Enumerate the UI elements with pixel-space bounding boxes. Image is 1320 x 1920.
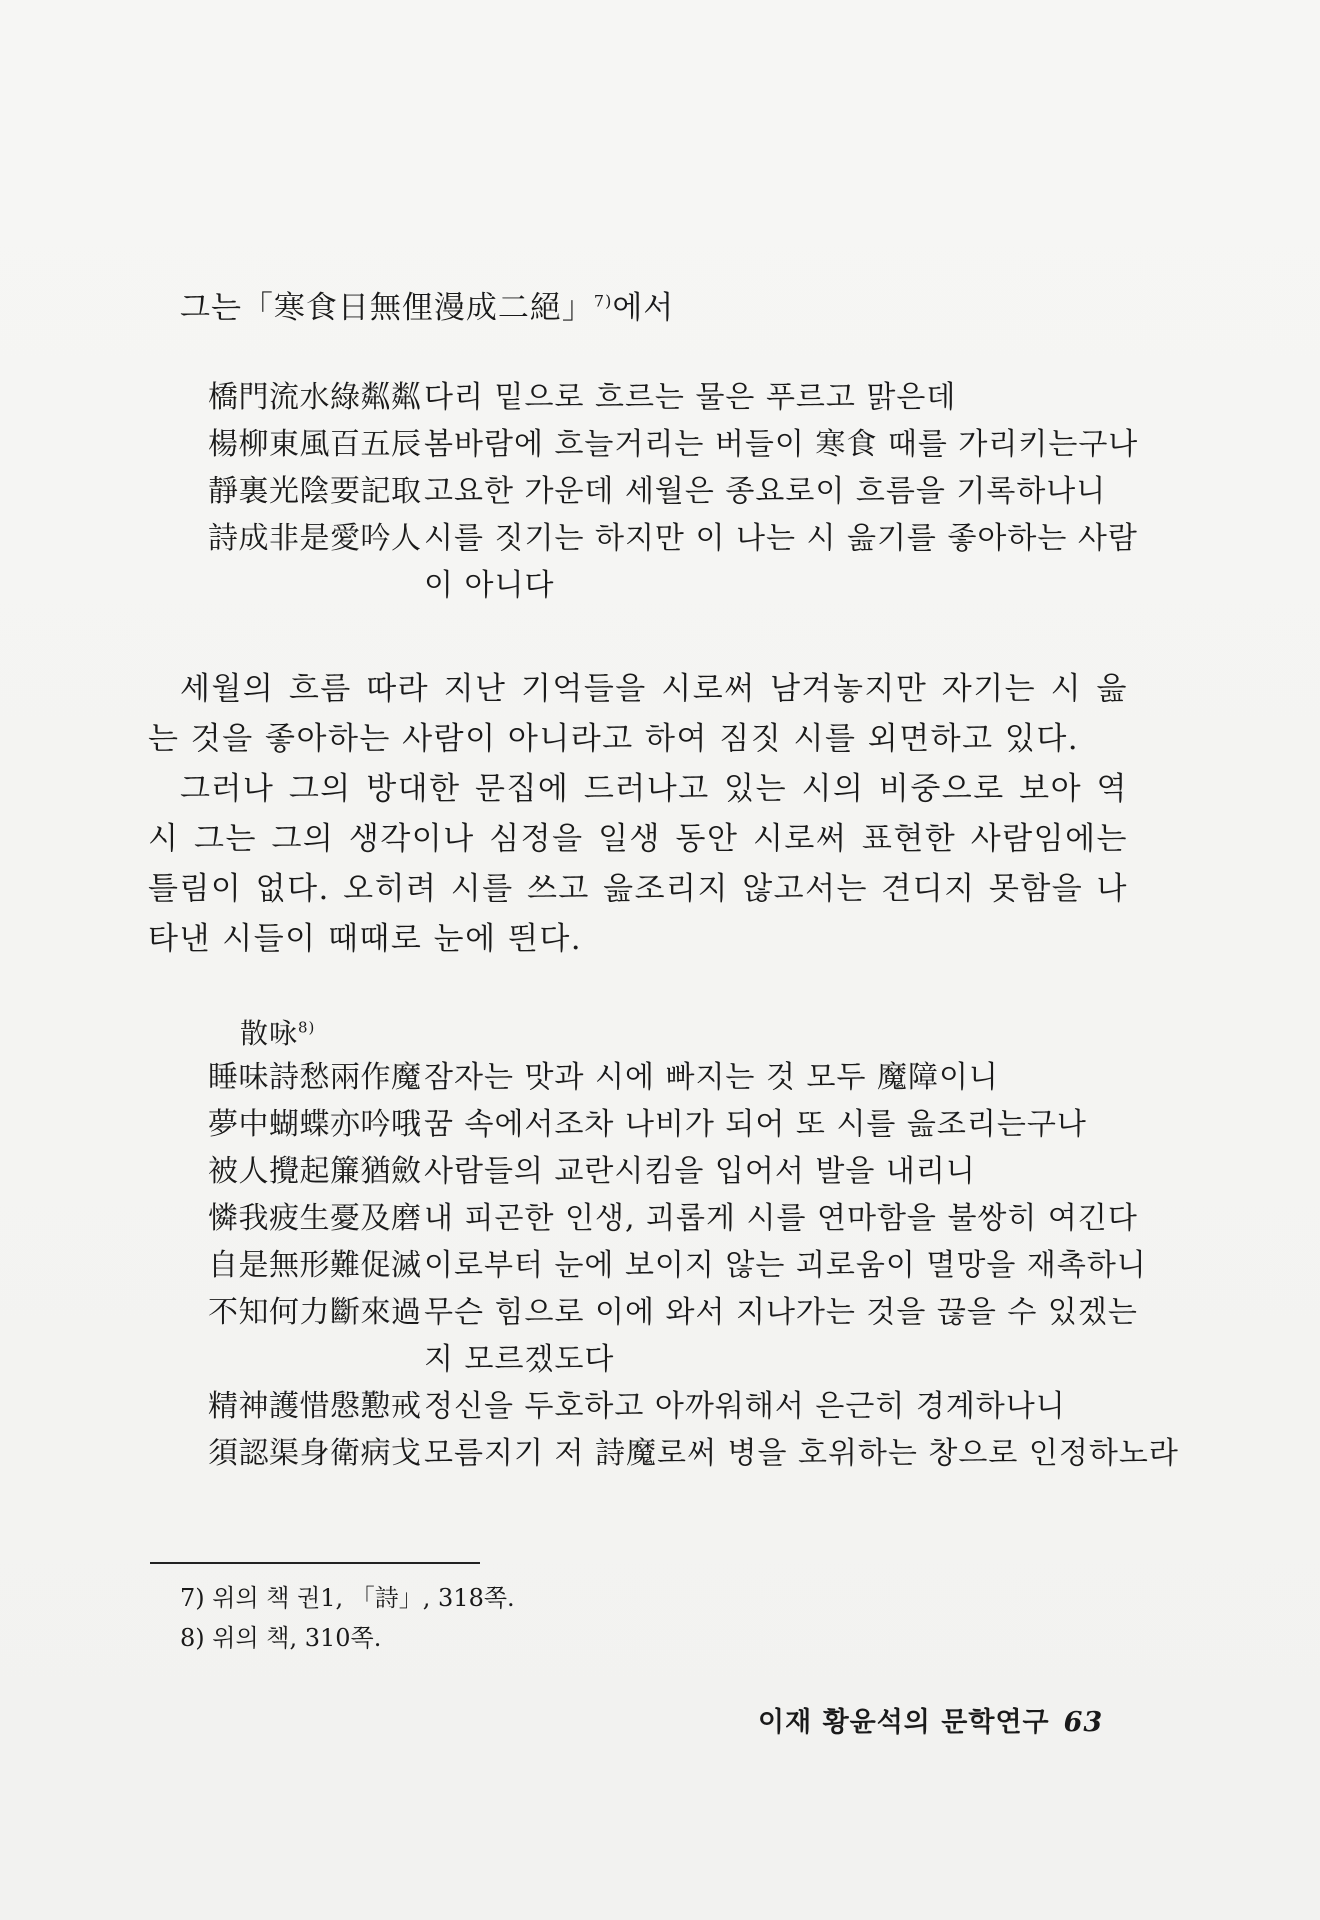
poem-line [208,374,1320,421]
hanja-verse: 睡味詩愁兩作魔 [208,1060,422,1095]
korean-translation: 고요한 가운데 세월은 종요로이 흐름을 기록하나니 [424,474,1107,509]
book-title: 이재 황윤석의 문학연구 [758,1707,1050,1738]
korean-translation: 내 피곤한 인생, 괴롭게 시를 연마함을 불쌍히 여긴다 [424,1201,1138,1236]
hanja-verse: 須認渠身衛病戈 [208,1436,422,1471]
intro-suffix: 에서 [612,290,675,326]
hanja-verse: 精神護惜慇懃戒 [208,1389,422,1424]
poem-line [208,1242,1320,1289]
hanja-verse: 夢中蝴蝶亦吟哦 [208,1107,422,1142]
korean-translation: 무슨 힘으로 이에 와서 지나가는 것을 끊을 수 있겠는지 모르겠도다 [424,1295,1138,1377]
poem-line [208,515,1320,609]
hanja-verse: 被人攪起簾猶斂 [208,1154,422,1189]
korean-translation: 정신을 두호하고 아까워해서 은근히 경계하나니 [424,1389,1066,1424]
footnote-ref-8: 8) [298,1018,316,1037]
hanja-verse: 詩成非是愛吟人 [208,521,422,556]
page-number: 63 [1063,1707,1104,1738]
intro-prefix: 그는「寒食日無俚漫成二絕」 [180,290,594,326]
hanja-verse: 橋門流水綠粼粼 [208,380,422,415]
poem-line [208,1383,1320,1430]
hanja-verse: 自是無形難促滅 [208,1248,422,1283]
poem-line [208,468,1320,515]
korean-translation: 사람들의 교란시킴을 입어서 발을 내리니 [424,1154,976,1189]
poem-title [240,1012,315,1052]
footnote-ref-7: 7) [593,291,613,311]
poem-line [208,1101,1320,1148]
hanja-verse: 憐我疲生憂及磨 [208,1201,422,1236]
poem-title-text: 散咏 [240,1017,299,1050]
poem-line [208,1148,1320,1195]
hanja-verse: 靜裏光陰要記取 [208,474,422,509]
poem-sanyeong [208,1054,1320,1477]
korean-translation: 다리 밑으로 흐르는 물은 푸르고 맑은데 [424,380,957,415]
paragraph: 세월의 흐름 따라 지난 기억들을 시로써 남겨놓지만 자기는 시 읊는 것을 좋아하는 사람이 아니라고 하여 짐짓 시를 외면하고 있다. [148,671,1128,757]
poem-line [208,421,1320,468]
hanja-verse: 楊柳東風百五辰 [208,427,422,462]
intro-line [180,282,674,327]
poem-line [208,1195,1320,1242]
running-footer [758,1700,1103,1739]
korean-translation: 꿈 속에서조차 나비가 되어 또 시를 읊조리는구나 [424,1107,1087,1142]
hanja-verse: 不知何力斷來過 [208,1295,422,1330]
poem-line [208,1430,1320,1477]
korean-translation: 봄바람에 흐늘거리는 버들이 寒食 때를 가리키는구나 [424,427,1139,462]
poem-hansik [208,374,1320,609]
footnote-divider [150,1562,480,1564]
korean-translation: 시를 짓기는 하지만 이 나는 시 읊기를 좋아하는 사람이 아니다 [424,521,1138,603]
body-text [148,664,1128,964]
footnote-8: 8) 위의 책, 310쪽. [180,1624,382,1652]
korean-translation: 이로부터 눈에 보이지 않는 괴로움이 멸망을 재촉하니 [424,1248,1147,1283]
paragraph: 그러나 그의 방대한 문집에 드러나고 있는 시의 비중으로 보아 역시 그는 그의 생각이나 심정을 일생 동안 시로써 표현한 사람임에는 틀림이 없다. 오히려 시를 쓰고 읊조리지 않고서는 견디지 못함을 나타낸 시들이 때때로 눈에 띈다. [148,771,1128,957]
poem-line [208,1289,1320,1383]
footnote-7: 7) 위의 책 권1, 「詩」, 318쪽. [180,1584,515,1612]
korean-translation: 모름지기 저 詩魔로써 병을 호위하는 창으로 인정하노라 [424,1436,1179,1471]
korean-translation: 잠자는 맛과 시에 빠지는 것 모두 魔障이니 [424,1060,999,1095]
poem-line [208,1054,1320,1101]
footnotes [180,1578,515,1658]
